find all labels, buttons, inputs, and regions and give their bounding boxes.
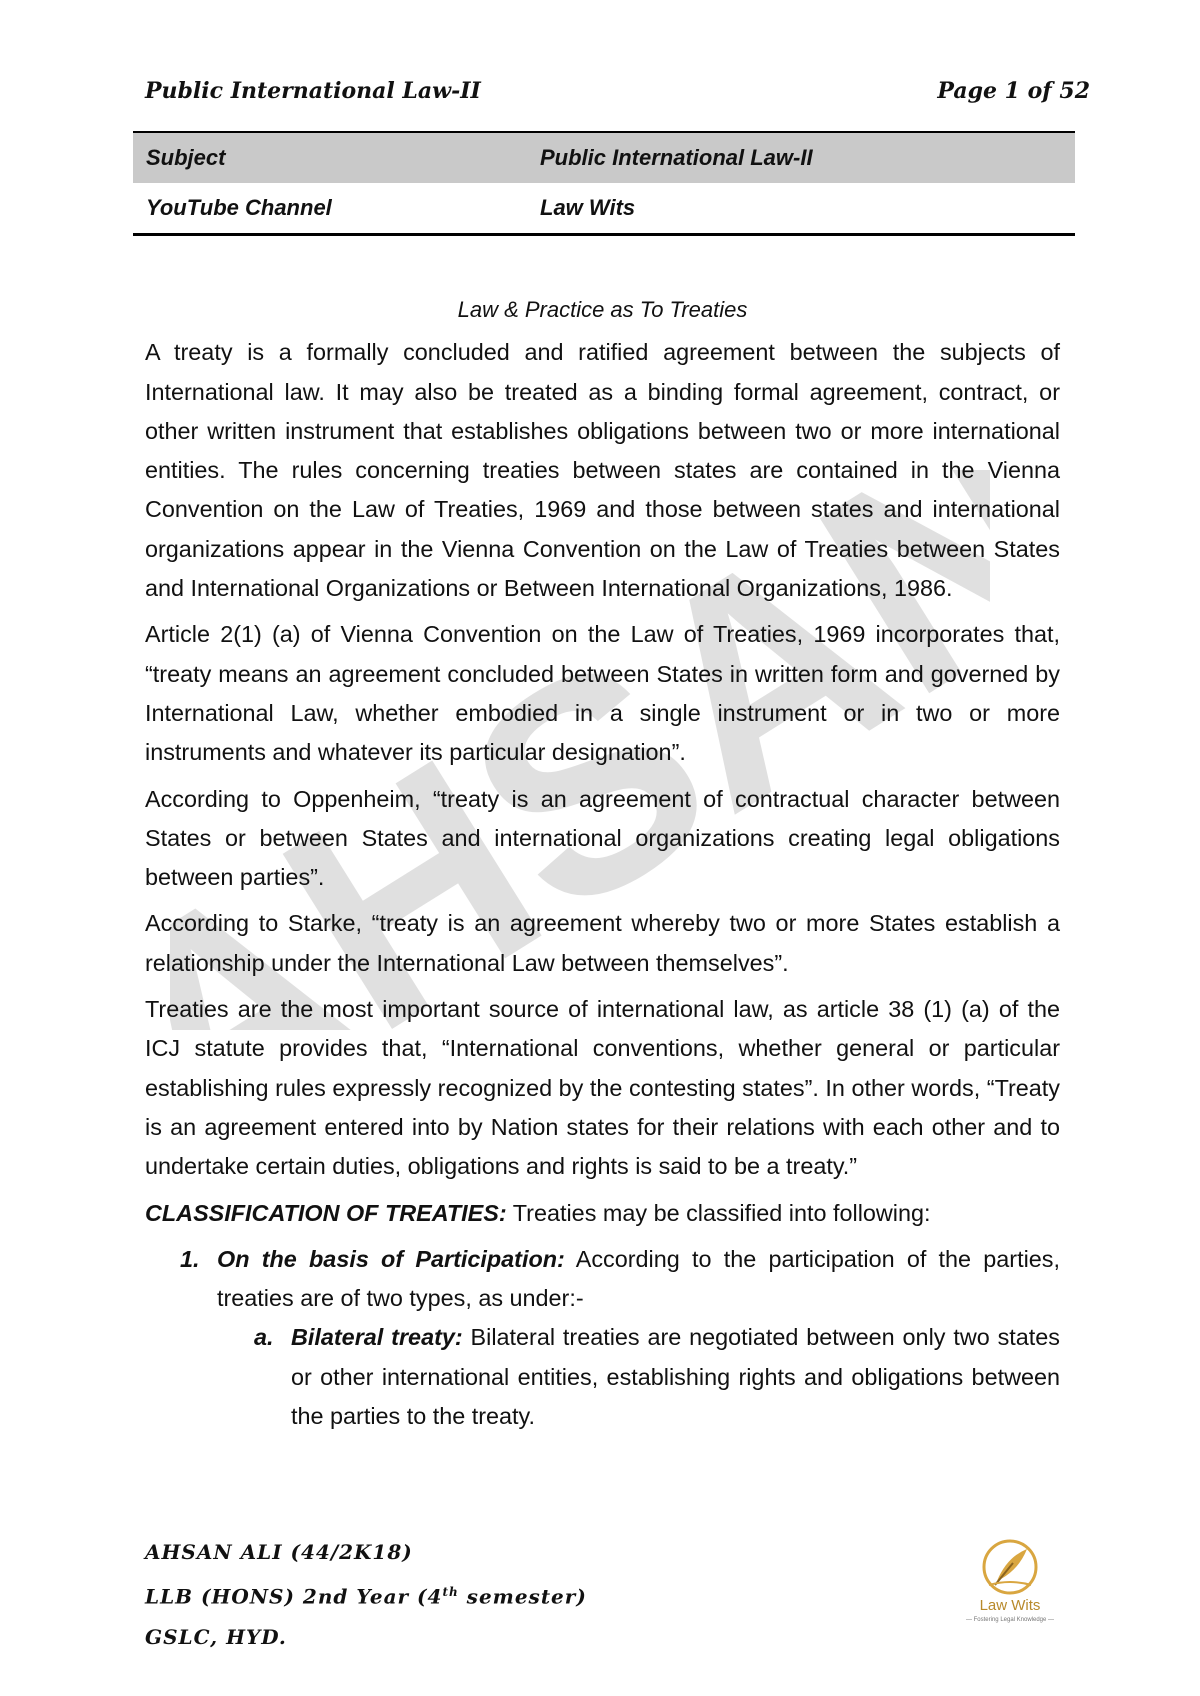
info-row-subject (133, 133, 1075, 183)
paragraph: Article 2(1) (a) of Vienna Convention on the Law of Treaties, 1969 incorporates that, “treaty means an agreement concluded between States in written form and governed by International Law, whether embodied in a single instrument or in two or more instruments and whatever its particular designation”. (145, 621, 1060, 766)
info-value: Law Wits (540, 195, 636, 220)
sub-list-letter: a. (254, 1324, 274, 1351)
degree-suffix: semester) (458, 1584, 587, 1609)
classification-paragraph (145, 1194, 1060, 1233)
page-number: Page 1 of 52 (937, 78, 1090, 104)
classification-heading: CLASSIFICATION OF TREATIES: (145, 1199, 507, 1226)
logo-name: Law Wits (979, 1597, 1041, 1614)
list-item (145, 1240, 1060, 1319)
paragraph: According to Starke, “treaty is an agreement whereby two or more States establish a relationship under the International Law between themselves”. (145, 910, 1060, 976)
document-body (145, 290, 1060, 1436)
paragraph: Treaties are the most important source of international law, as article 38 (1) (a) of the ICJ statute provides that, “International conventions, whether general or particular establishing rules expressly recognized by the contesting states”. In other words, “Treaty is an agreement entered into by Nation states for their relations with each other and to undertake certain duties, obligations and rights is said to be a treaty.” (145, 996, 1060, 1180)
page-header (145, 78, 1090, 110)
info-key: YouTube Channel (146, 195, 332, 220)
info-value: Public International Law-II (540, 145, 813, 170)
paragraph: According to Oppenheim, “treaty is an agreement of contractual character between States or between States and international organizations creating legal obligations between parties”. (145, 785, 1060, 891)
document-title: Law & Practice as To Treaties (457, 297, 748, 322)
sub-list-item-heading: Bilateral treaty: (291, 1324, 463, 1351)
list-item-heading: On the basis of Participation: (217, 1245, 565, 1272)
degree-prefix: LLB (HONS) 2nd Year (4 (145, 1584, 443, 1609)
quill-pen-icon (955, 1535, 1065, 1597)
info-table (133, 131, 1075, 236)
info-row-channel (133, 183, 1075, 233)
author-name: AHSAN ALI (44/2K18) (145, 1540, 413, 1564)
watermark-text: AHSAN (170, 470, 990, 1030)
list-item-text: According to the participation of the parties, treaties are of two types, as under:- (217, 1245, 1060, 1312)
list-number: 1. (180, 1245, 200, 1272)
sub-list-item-body (291, 1318, 1060, 1436)
logo-tagline: — Fostering Legal Knowledge — (965, 1617, 1055, 1623)
sub-list-item (254, 1318, 1060, 1436)
author-college: GSLC, HYD. (145, 1624, 287, 1649)
sub-list-item-text: Bilateral treaties are negotiated between only two states or other international entities, establishing rights and obligations between the parties to the treaty. (291, 1324, 1060, 1430)
list-item-body (217, 1240, 1060, 1319)
footer-author (145, 1532, 587, 1657)
paragraph: A treaty is a formally concluded and ratified agreement between the subjects of International law. It may also be treated as a binding formal agreement, contract, or other written instrument that establishes obligations between two or more international entities. The rules concerning treaties between states are contained in the Vienna Convention on the Law of Treaties, 1969 and those between states and international organizations appear in the Vienna Convention on the Law of Treaties between States and International Organizations or Between International Organizations, 1986. (145, 339, 1060, 602)
law-wits-logo (955, 1535, 1065, 1645)
classification-text: Treaties may be classified into following: (506, 1199, 931, 1226)
degree-sup: th (442, 1585, 459, 1599)
author-degree (145, 1572, 587, 1617)
header-course-title: Public International Law-II (145, 78, 481, 104)
info-key: Subject (146, 145, 226, 170)
